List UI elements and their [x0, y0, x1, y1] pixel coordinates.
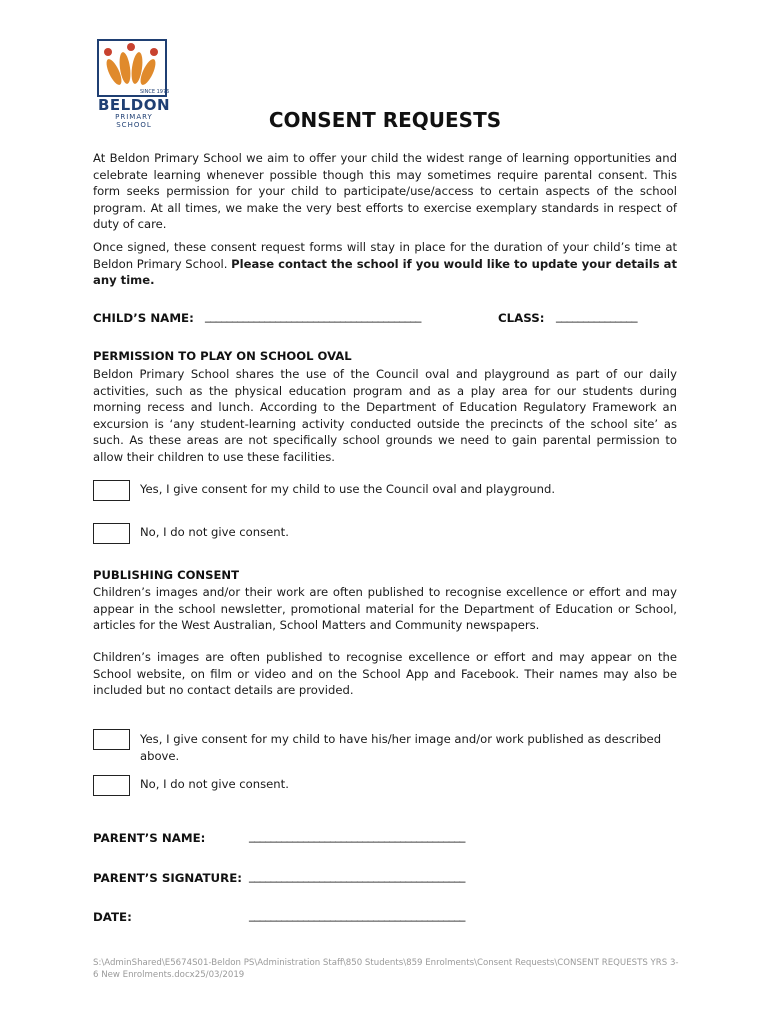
intro-paragraph-2-bold: Please contact the school if you would like to update your details at any time. [93, 256, 677, 287]
oval-consent-yes-checkbox[interactable] [93, 480, 130, 501]
class-label: CLASS: [498, 311, 545, 325]
logo-school-sub: PRIMARY SCHOOL [115, 113, 153, 129]
publish-consent-no-label: No, I do not give consent. [140, 777, 289, 791]
oval-consent-yes-label: Yes, I give consent for my child to use the Council oval and playground. [140, 482, 556, 496]
oval-consent-no-label: No, I do not give consent. [140, 525, 289, 539]
logo-dot [150, 48, 158, 56]
date-label: DATE: [93, 910, 132, 924]
oval-section-body: Beldon Primary School shares the use of the Council oval and playground as part of our daily activities, such as the physical education program and as a play area for our students during morning recess and lunch. According to the Department of Education Regulatory Framework an excursion is ‘any student-learning activity conducted outside the precincts of the school site’ as such. As these areas are not specifically school grounds we need to gain parental permission to allow their children to use these facilities. [93, 367, 677, 464]
parent-signature-field[interactable]: ________________________________________ [249, 869, 465, 883]
publishing-section-body-1: Children’s images and/or their work are often published to recognise excellence or effort and may appear in the school newsletter, promotional material for the Department of Education or School, articles for the West Australian, School Matters and Community newspapers. [93, 585, 677, 632]
date-field[interactable]: ________________________________________ [249, 908, 465, 922]
child-name-label: CHILD’S NAME: [93, 311, 194, 325]
intro-paragraph-2-text: Once signed, these consent request forms will stay in place for the duration of your child’s time at Beldon Primary School. [93, 240, 677, 271]
publishing-section-body-2: Children’s images are often published to recognise excellence or effort and may appear on the School website, on film or video and on the School App and Facebook. Their names may also be included but no contact details are provided. [93, 650, 677, 697]
intro-paragraph-2 [93, 239, 677, 289]
publish-consent-no-checkbox[interactable] [93, 775, 130, 796]
logo-dot [127, 43, 135, 51]
logo-banner-text: SINCE 1976 [140, 89, 170, 95]
publishing-section-heading: PUBLISHING CONSENT [93, 568, 240, 582]
logo-dot [104, 48, 112, 56]
oval-consent-no-checkbox[interactable] [93, 523, 130, 544]
logo-school-name: BELDON [98, 96, 170, 114]
parent-name-label: PARENT’S NAME: [93, 831, 206, 845]
class-field[interactable]: _______________ [556, 309, 637, 323]
publish-consent-yes-label: Yes, I give consent for my child to have his/her image and/or work published as described above. [140, 732, 662, 763]
publish-consent-yes-checkbox[interactable] [93, 729, 130, 750]
child-name-field[interactable]: ________________________________________ [205, 309, 421, 323]
intro-paragraph-1: At Beldon Primary School we aim to offer your child the widest range of learning opportunities and celebrate learning whenever possible though this may sometimes require parental consent. This form seeks permission for your child to participate/use/access to certain aspects of the school program. At all times, we make the very best efforts to exercise exemplary standards in respect of duty of care. [93, 151, 677, 231]
oval-section-heading: PERMISSION TO PLAY ON SCHOOL OVAL [93, 349, 352, 363]
parent-name-field[interactable]: ________________________________________ [249, 829, 465, 843]
page-title: CONSENT REQUESTS [268, 108, 502, 132]
document-footer-path: S:\AdminShared\E5674S01-Beldon PS\Administration Staff\850 Students\859 Enrolments\Consent Requests\CONSENT REQUESTS YRS 3-6 New Enrolments.docx25/03/2019 [93, 958, 679, 980]
parent-signature-label: PARENT’S SIGNATURE: [93, 871, 242, 885]
